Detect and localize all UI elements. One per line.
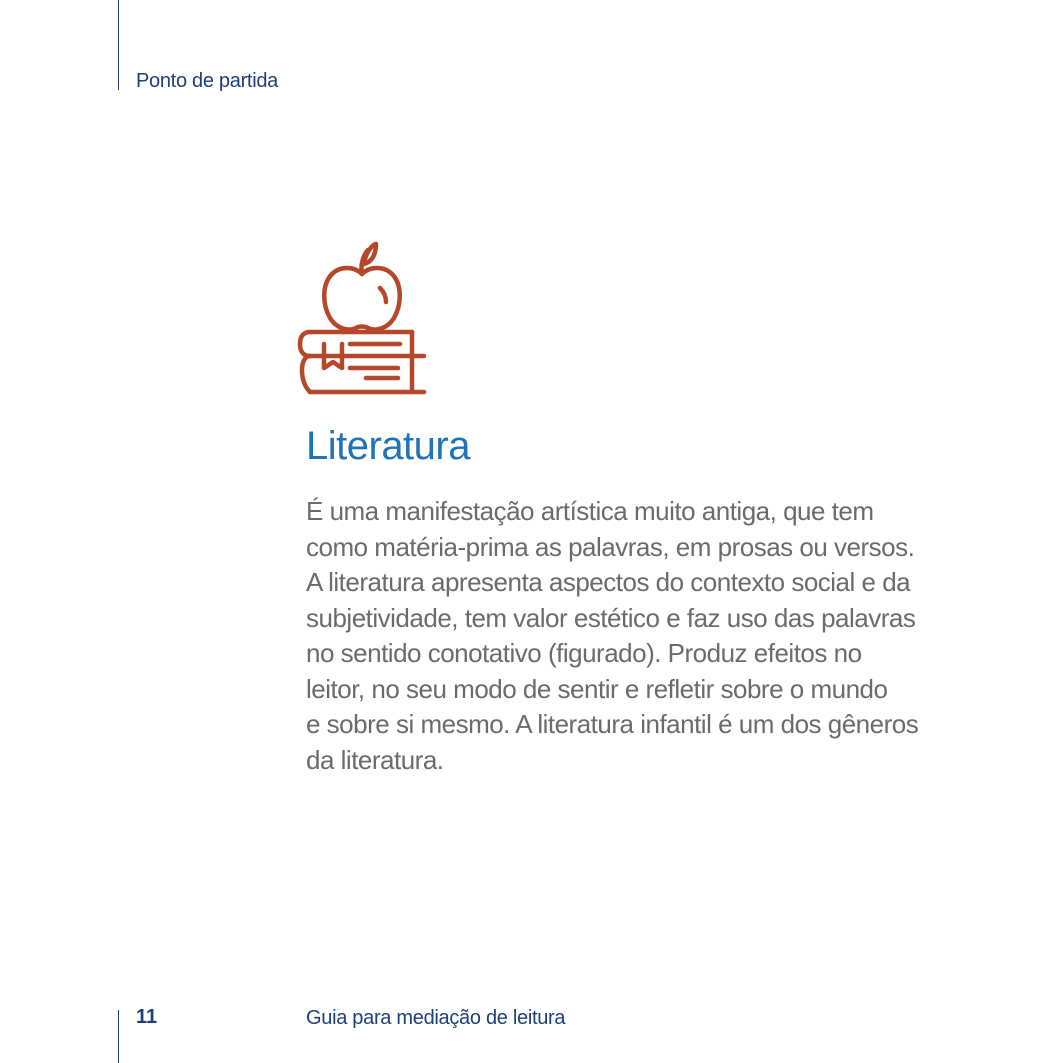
footer-vertical-rule	[118, 1010, 119, 1063]
body-line: leitor, no seu modo de sentir e refletir sobre o mundo	[306, 673, 888, 704]
body-line: A literatura apresenta aspectos do contexto social e da	[306, 567, 911, 597]
section-label: Ponto de partida	[136, 70, 278, 92]
apple-on-books-icon	[296, 240, 430, 396]
body-line: e sobre si mesmo. A literatura infantil é um dos gêneros	[306, 709, 919, 739]
page-title: Literatura	[306, 424, 470, 468]
body-paragraph	[306, 494, 956, 778]
header-vertical-rule	[118, 0, 119, 90]
body-line: É uma manifestação artística muito antiga, que tem	[306, 496, 874, 526]
body-line: da literatura.	[306, 744, 444, 775]
body-line: subjetividade, tem valor estético e faz uso das palavras	[306, 602, 916, 633]
page-number: 11	[136, 1006, 158, 1028]
body-line: no sentido conotativo (figurado). Produz efeitos no	[306, 638, 862, 668]
body-line: como matéria-prima as palavras, em prosas ou versos.	[306, 531, 915, 562]
footer-publication-title: Guia para mediação de leitura	[306, 1007, 566, 1029]
